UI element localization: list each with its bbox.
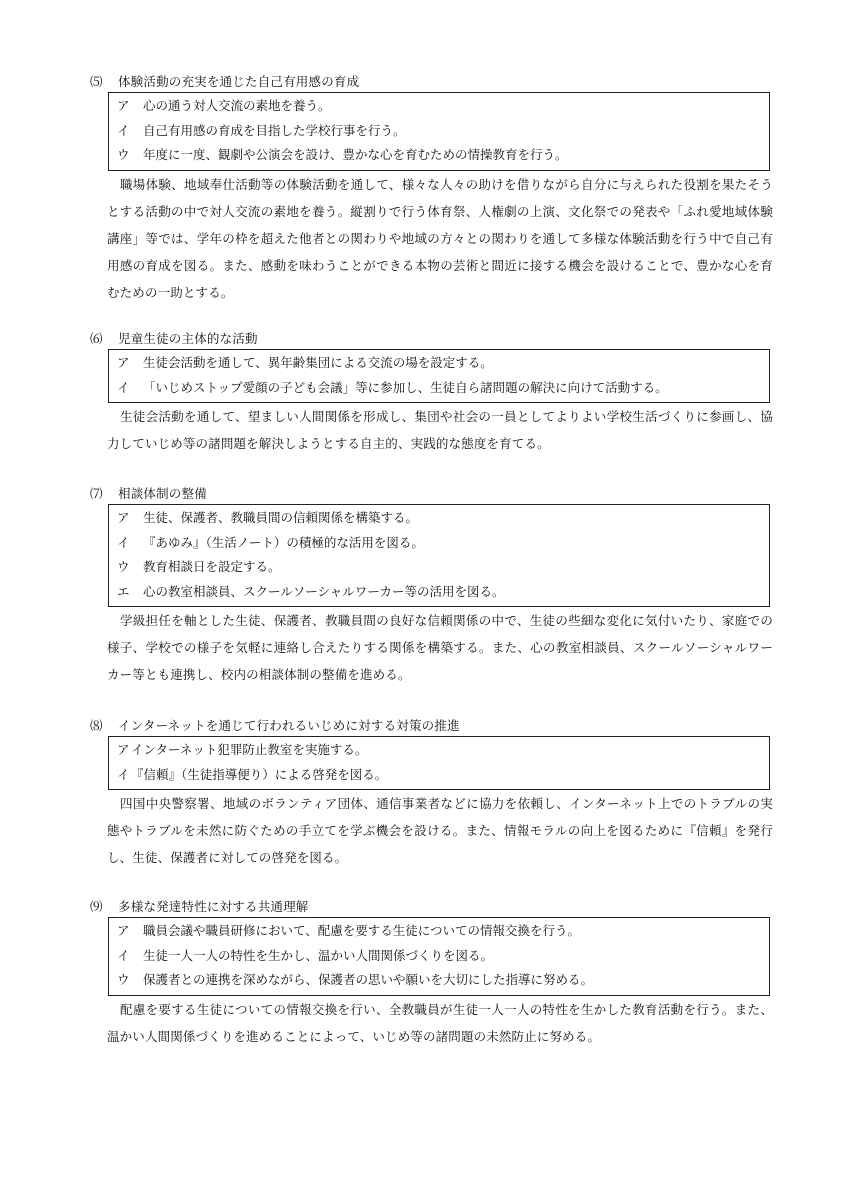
item-mark: ウ (117, 972, 130, 987)
section-number: ⑻ (90, 718, 103, 733)
section-7 (90, 484, 790, 689)
measure-item (109, 351, 769, 376)
section-number: ⑺ (90, 486, 103, 501)
measure-item (109, 531, 769, 556)
section-heading (90, 329, 790, 349)
item-mark: ア (117, 355, 130, 370)
measures-box (108, 917, 770, 996)
item-text: 保護者との連携を深めながら、保護者の思いや願いを大切にした指導に努める。 (143, 972, 594, 987)
item-mark: ア (117, 923, 130, 938)
section-8 (90, 716, 790, 872)
item-mark: ウ (117, 147, 130, 162)
section-6 (90, 329, 790, 457)
measures-box (108, 92, 770, 171)
item-text: 職員会議や職員研修において、配慮を要する生徒についての情報交換を行う。 (143, 923, 581, 938)
item-text: 「いじめストップ愛顔の子ども会議」等に参加し、生徒自ら諸問題の解決に向けて活動する。 (143, 379, 668, 395)
measures-box (108, 736, 770, 790)
item-text: 年度に一度、観劇や公演会を設け、豊かな心を育むための情操教育を行う。 (143, 147, 568, 162)
section-heading (90, 484, 790, 504)
section-title: 相談体制の整備 (118, 486, 207, 501)
item-text: 教育相談日を設定する。 (143, 559, 281, 574)
measure-item (109, 919, 769, 944)
measure-item (109, 738, 769, 763)
item-mark: ア (117, 742, 130, 757)
measure-item (109, 94, 769, 119)
item-text: 『あゆみ』（生活ノート）の積極的な活用を図る。 (143, 534, 424, 550)
section-body: 生徒会活動を通して、望ましい人間関係を形成し、集団や社会の一員としてよりよい学校生活づくりに参画し、協力していじめ等の諸問題を解決しようとする自主的、実践的な態度を育てる。 (107, 409, 773, 452)
item-mark: エ (117, 583, 130, 599)
section-number: ⑼ (90, 899, 103, 914)
measure-item (109, 376, 769, 401)
item-text: 心の通う対人交流の素地を養う。 (143, 98, 331, 113)
measure-item (109, 763, 769, 788)
item-text: インターネット犯罪防止教室を実施する。 (131, 742, 368, 757)
measure-item (109, 119, 769, 144)
item-text: 心の教室相談員、スクールソーシャルワーカー等の活用を図る。 (143, 583, 505, 599)
section-number: ⑹ (90, 331, 103, 346)
section-body: 学級担任を軸とした生徒、保護者、教職員間の良好な信頼関係の中で、生徒の些細な変化に気付いたり、家庭での様子、学校での様子を気軽に連絡し合えたりする関係を構築する。また、心の教室相談員、スクールソーシャルワーカー等とも連携し、校内の相談体制の整備を進める。 (107, 613, 773, 683)
item-mark: ア (117, 98, 130, 113)
item-mark: ア (117, 510, 130, 525)
section-heading (90, 72, 790, 92)
section-title: 児童生徒の主体的な活動 (118, 331, 258, 346)
measure-item (109, 555, 769, 580)
section-body: 配慮を要する生徒についての情報交換を行い、全教職員が生徒一人一人の特性を生かした教育活動を行う。また、温かい人間関係づくりを進めることによって、いじめ等の諸問題の未然防止に努める。 (107, 1001, 773, 1044)
item-text: 生徒会活動を通して、異年齢集団による交流の場を設定する。 (143, 355, 493, 370)
measures-box (108, 349, 770, 403)
item-text: 自己有用感の育成を目指した学校行事を行う。 (143, 122, 406, 138)
section-heading (90, 716, 790, 736)
item-text: 生徒一人一人の特性を生かし、温かい人間関係づくりを図る。 (143, 947, 494, 963)
section-title: 体験活動の充実を通じた自己有用感の育成 (118, 74, 360, 89)
measure-item (109, 944, 769, 969)
item-mark: イ (117, 122, 130, 138)
section-body: 四国中央警察署、地域のボランティア団体、通信事業者などに協力を依頼し、インターネット上でのトラブルの実態やトラブルを未然に防ぐための手立てを学ぶ機会を設ける。また、情報モラルの向上を図るために『信頼』を発行し、生徒、保護者に対しての啓発を図る。 (107, 796, 773, 866)
section-9 (90, 897, 790, 1050)
item-text: 生徒、保護者、教職員間の信頼関係を構築する。 (143, 510, 419, 525)
section-5 (90, 72, 790, 307)
item-mark: イ (117, 947, 130, 963)
item-text: 『信頼』（生徒指導便り）による啓発を図る。 (131, 766, 388, 782)
item-mark: イ (117, 534, 130, 550)
measure-item (109, 143, 769, 168)
item-mark: イ (117, 379, 130, 395)
measure-item (109, 580, 769, 605)
section-heading (90, 897, 790, 917)
measures-box (108, 504, 770, 607)
measure-item (109, 968, 769, 993)
item-mark: イ (117, 766, 130, 782)
measure-item (109, 506, 769, 531)
section-title: 多様な発達特性に対する共通理解 (118, 899, 309, 914)
section-body: 職場体験、地域奉仕活動等の体験活動を通して、様々な人々の助けを借りながら自分に与えられた役割を果たそうとする活動の中で対人交流の素地を養う。縦割りで行う体育祭、人権劇の上演、文化祭での発表や「ふれ愛地域体験講座」等では、学年の枠を超えた他者との関わりや地域の方々との関わりを通して多様な体験活動を行う中で自己有用感の育成を図る。また、感動を味わうことができる本物の芸術と間近に接する機会を設けることで、豊かな心を育むための一助とする。 (107, 176, 773, 301)
section-number: ⑸ (90, 74, 103, 89)
item-mark: ウ (117, 559, 130, 574)
section-title: インターネットを通じて行われるいじめに対する対策の推進 (118, 718, 460, 733)
